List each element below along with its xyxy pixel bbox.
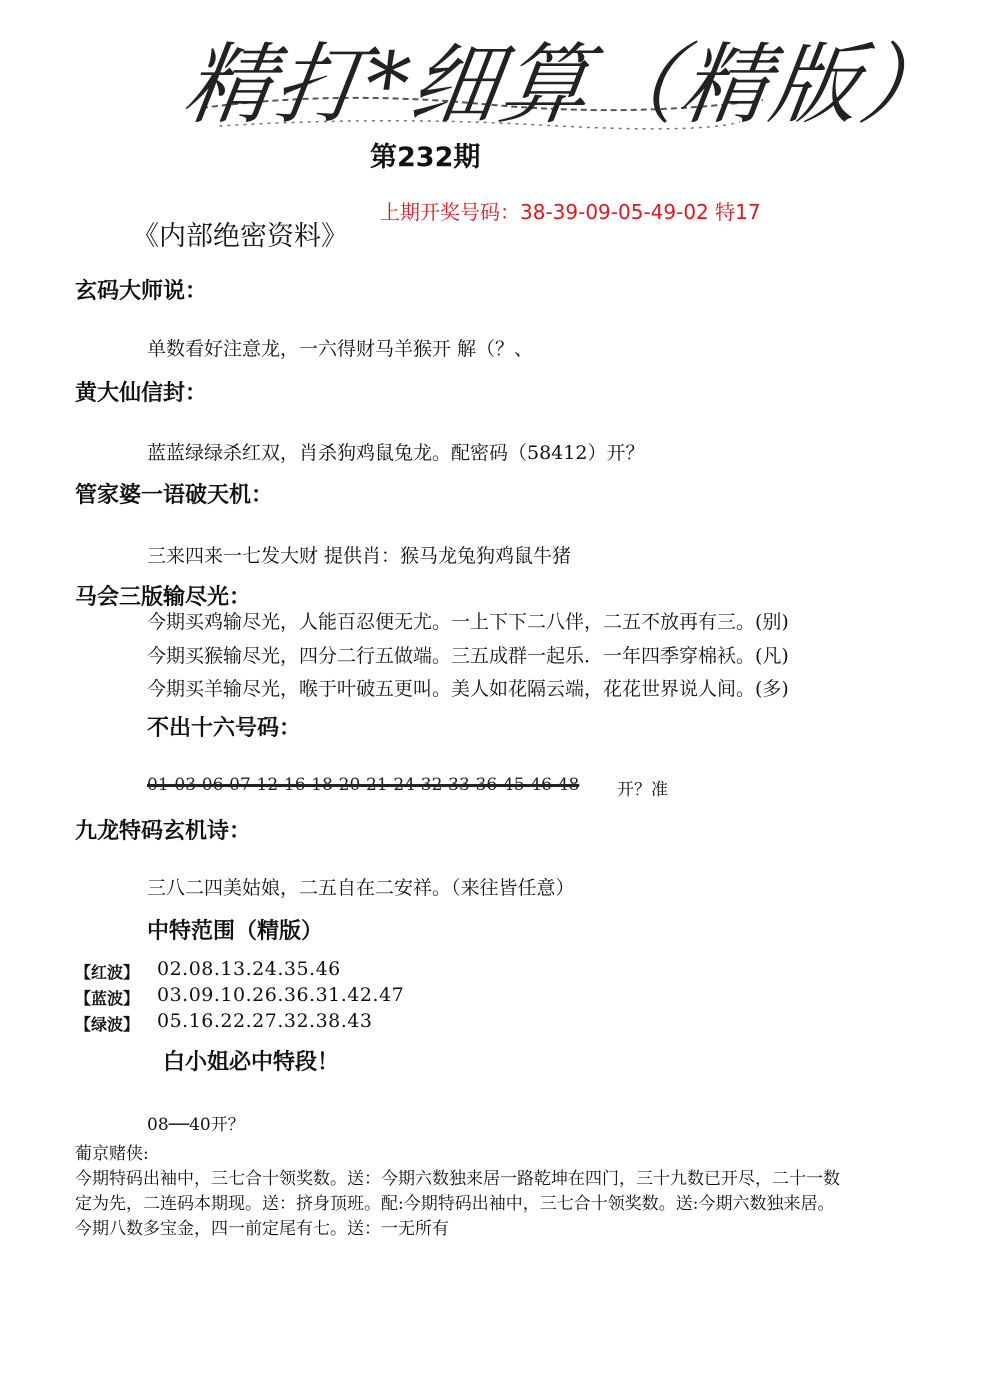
- jiulong-heading: 九龙特码玄机诗：: [75, 819, 252, 844]
- buchu-suffix: 开？准: [617, 780, 668, 800]
- xuanma-text: 单数看好注意龙，一六得财马羊猴开 解（？、: [147, 338, 534, 360]
- mahui-line-3: 今期买羊输尽光，喉于叶破五更叫。美人如花隔云端，花花世界说人间。(多): [147, 678, 789, 700]
- pujing-line-2: 定为先，二连码本期现。送：挤身顶班。配:今期特码出袖中，三七合十领奖数。送:今期六数独来居。: [75, 1194, 835, 1214]
- pujing-heading: 葡京赌侠:: [75, 1144, 149, 1164]
- pujing-line-3: 今期八数多宝金，四一前定尾有七。送：一无所有: [75, 1219, 449, 1239]
- pujing-line-1: 今期特码出袖中，三七合十领奖数。送：今期六数独来居一路乾坤在四门，三十九数已开尽，二十一数: [75, 1169, 840, 1189]
- huang-heading: 黄大仙信封：: [75, 381, 208, 406]
- mahui-line-1: 今期买鸡输尽光，人能百忍便无尤。一上下下二八伴，二五不放再有三。(别): [147, 611, 789, 633]
- bai-text: 08──40开？: [147, 1115, 245, 1135]
- green-wave-label: 【绿波】: [75, 1015, 140, 1034]
- guanjia-heading: 管家婆一语破天机：: [75, 483, 274, 508]
- guanjia-text: 三来四来一七发大财 提供肖：猴马龙兔狗鸡鼠牛猪: [147, 545, 572, 567]
- huang-text: 蓝蓝绿绿杀红双，肖杀狗鸡鼠兔龙。配密码（58412）开？: [147, 442, 645, 464]
- last-draw-numbers: 上期开奖号码：38-39-09-05-49-02 特17: [380, 200, 761, 224]
- range-heading: 中特范围（精版）: [147, 919, 324, 944]
- art-title-text: 精打*细算（精版）: [177, 33, 959, 136]
- mahui-line-2: 今期买猴输尽光，四分二行五做端。三五成群一起乐．一年四季穿棉袄。(凡): [147, 645, 789, 667]
- blue-wave-label: 【蓝波】: [75, 989, 140, 1008]
- mahui-heading: 马会三版输尽光：: [75, 585, 252, 610]
- document-title: 《内部绝密资料》: [132, 221, 348, 252]
- blue-wave-numbers: 03.09.10.26.36.31.42.47: [157, 984, 405, 1006]
- green-wave-numbers: 05.16.22.27.32.38.43: [157, 1010, 373, 1032]
- handwritten-title: [177, 30, 959, 140]
- jiulong-text: 三八二四美姑娘，二五自在二安祥。（来往皆任意）: [147, 877, 575, 899]
- issue-number: 第232期: [370, 142, 481, 173]
- buchu-heading: 不出十六号码：: [147, 716, 302, 741]
- bai-heading: 白小姐必中特段！: [163, 1050, 340, 1075]
- xuanma-heading: 玄码大师说：: [75, 279, 208, 304]
- red-wave-numbers: 02.08.13.24.35.46: [157, 958, 341, 980]
- red-wave-label: 【红波】: [75, 963, 140, 982]
- buchu-numbers: 01-03-06-07-12-16-18-20-21-24-32-33-36-45-46-48: [147, 775, 580, 795]
